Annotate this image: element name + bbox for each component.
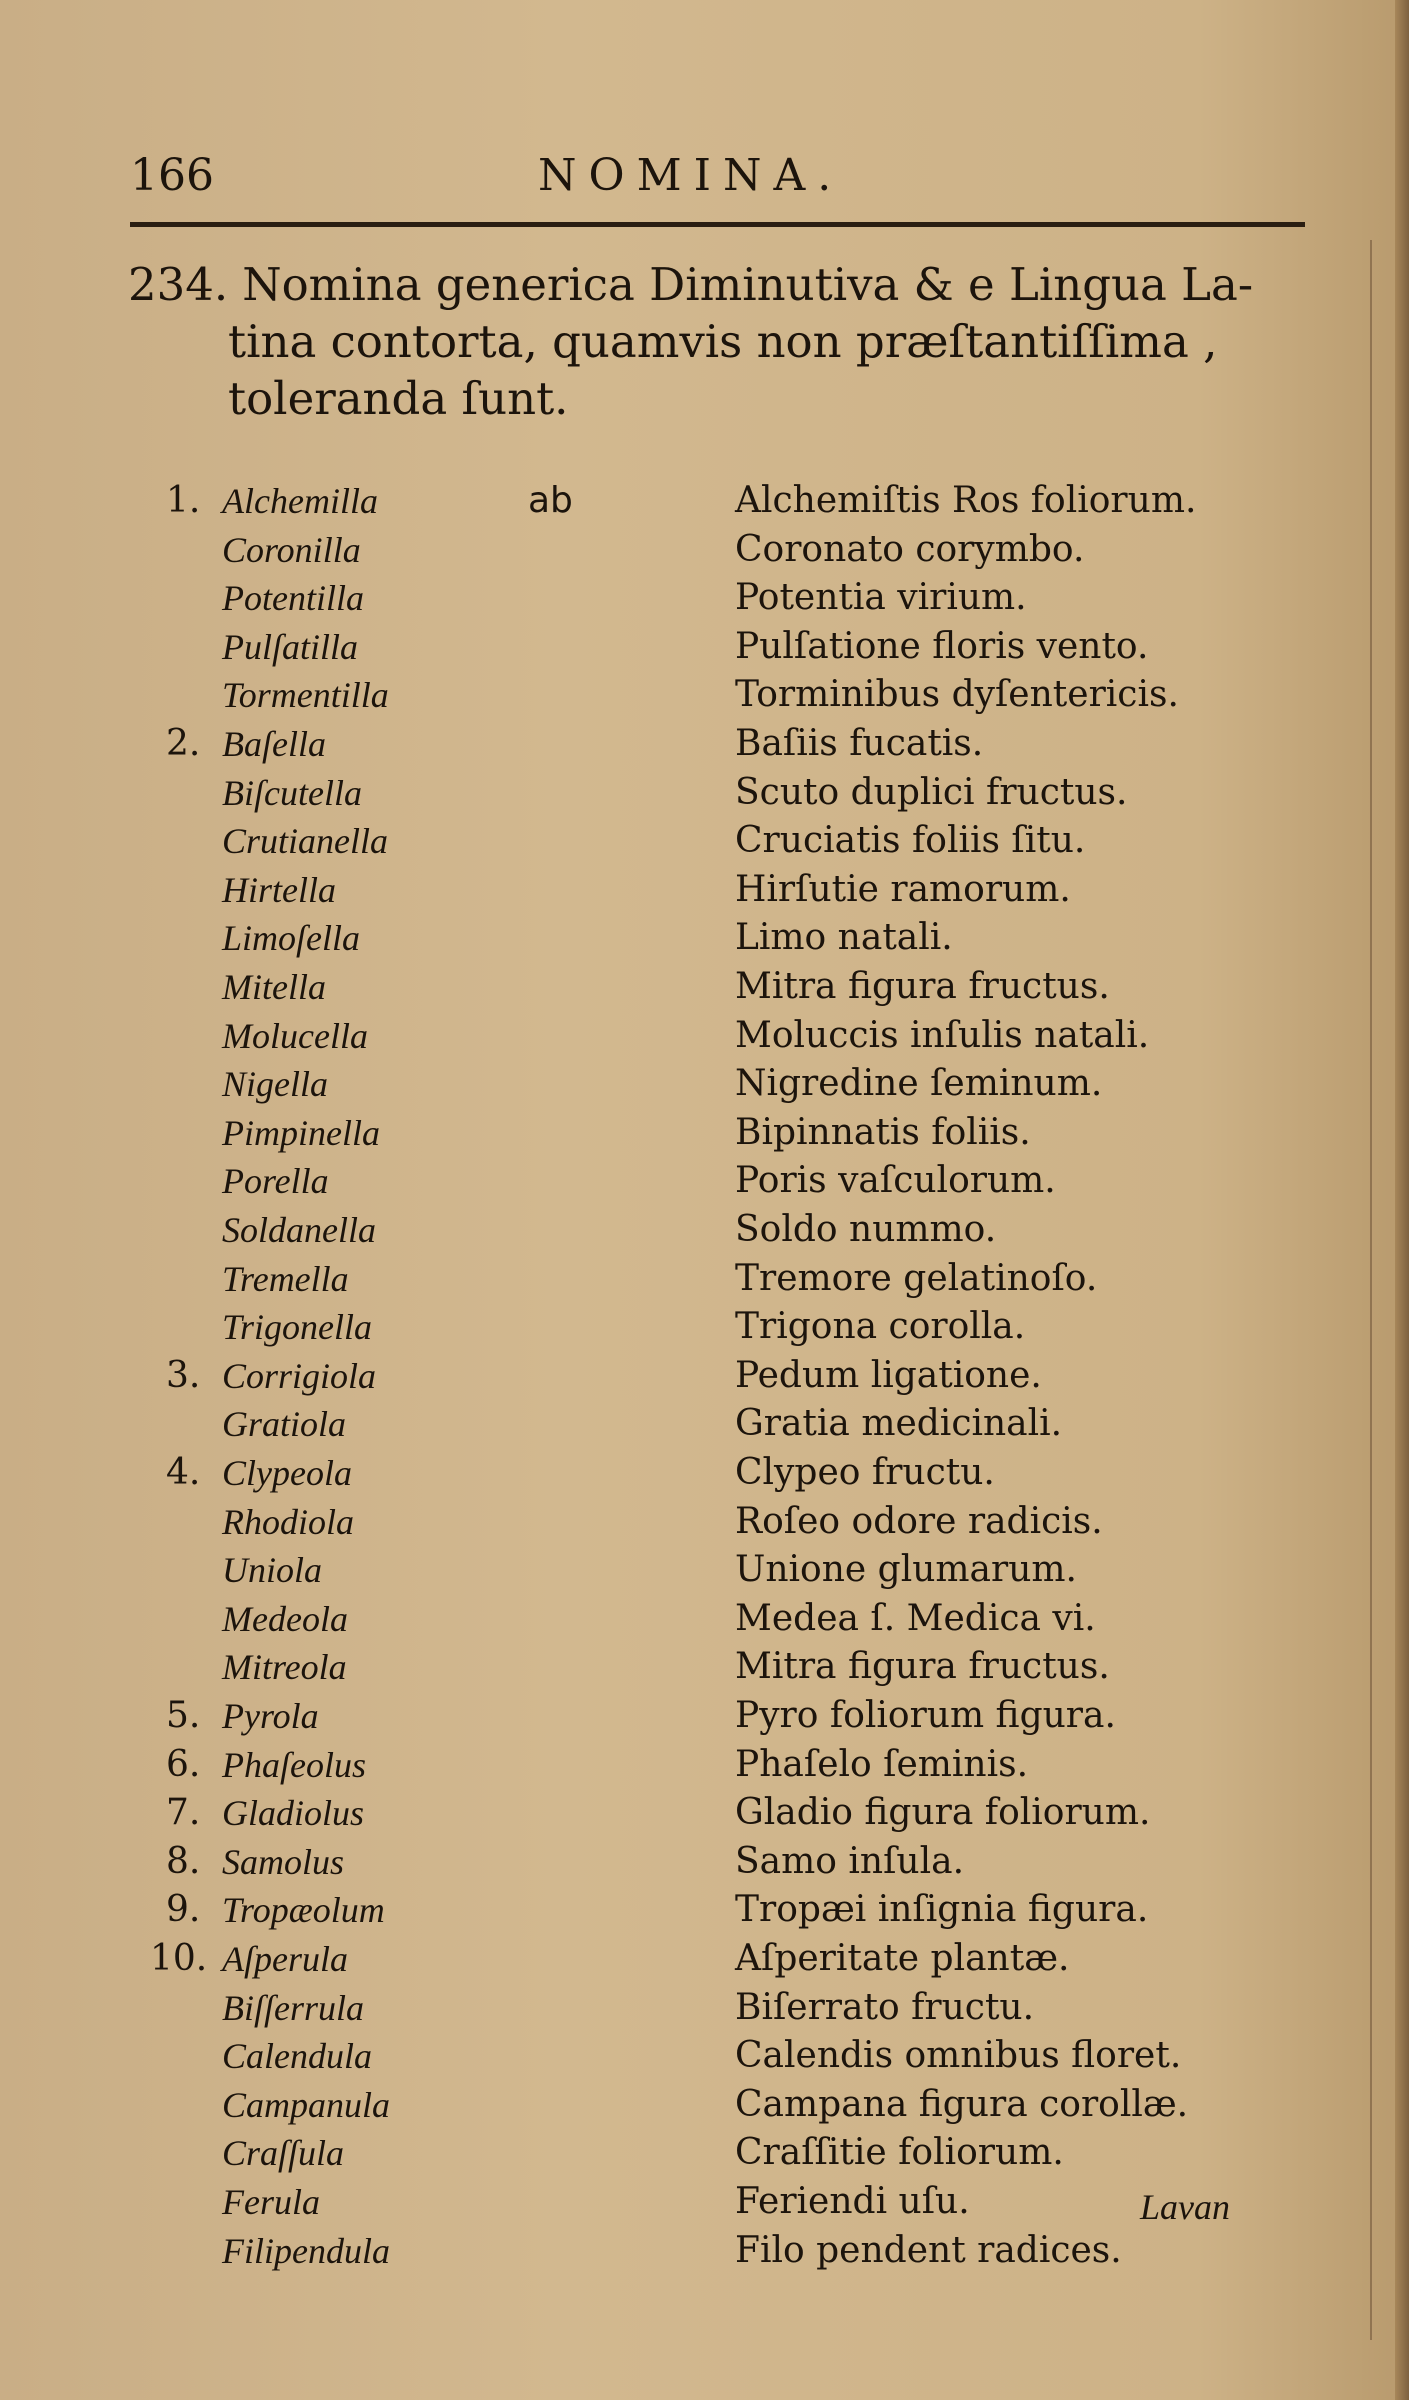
genus-name: Rhodiola (222, 1501, 354, 1542)
derivation-text: Medea ſ. Medica vi. (735, 1597, 1096, 1639)
paragraph-text: Nomina generica Diminutiva & e Lingua La- (242, 258, 1254, 311)
derivation-text: Aſperitate plantæ. (735, 1938, 1070, 1979)
derivation-text: Mitra figura fructus. (735, 1646, 1110, 1688)
derivation-text: Potentia virium. (735, 577, 1027, 619)
genus-name: Medeola (222, 1598, 348, 1639)
derivation-text: Samo inſula. (735, 1840, 965, 1882)
genus-name: Filipendula (222, 2230, 390, 2271)
genus-name: Aſperula (222, 1939, 348, 1979)
derivation-text: Nigredine ſeminum. (735, 1063, 1103, 1105)
derivation-text: Scuto duplici fructus. (735, 771, 1128, 813)
derivation-text: Tremore gelatinoſo. (735, 1257, 1098, 1299)
list-item (0, 1063, 1409, 1111)
genus-name: Samolus (222, 1841, 345, 1882)
derivation-text: Limo natali. (735, 917, 953, 959)
page-number: 166 (130, 150, 214, 201)
derivation-text: Pulſatione floris vento. (735, 625, 1149, 667)
genus-name: Gladiolus (222, 1793, 365, 1834)
group-number: 2. (166, 723, 201, 764)
genus-name: Limoſella (222, 918, 361, 959)
catchword: Lavan (1140, 2187, 1230, 2227)
derivation-text: Mitra figura fructus. (735, 966, 1110, 1007)
genus-name: Campanula (222, 2084, 391, 2125)
list-item (0, 917, 1409, 965)
derivation-text: Unione glumarum. (735, 1549, 1077, 1591)
list-item (0, 1160, 1409, 1208)
genus-name: Pyrola (222, 1696, 319, 1736)
genus-name: Coronilla (222, 529, 361, 570)
derivation-text: Hirſutie ramorum. (735, 868, 1071, 910)
list-item (0, 1015, 1409, 1063)
genus-name: Baſella (222, 724, 326, 764)
derivation-text: Pyro foliorum figura. (735, 1695, 1116, 1736)
list-item (0, 1258, 1409, 1306)
list-item (0, 1112, 1409, 1160)
group-number: 10. (150, 1938, 208, 1979)
list-item (0, 820, 1409, 868)
derivation-text: Alchemiſtis Ros foliorum. (735, 480, 1197, 521)
derivation-text: Baſiis fucatis. (735, 723, 984, 764)
list-item (0, 2132, 1409, 2180)
derivation-text: Biſerrato fructu. (735, 1986, 1035, 2028)
genus-name: Corrigiola (222, 1355, 377, 1396)
genus-name: Mitreola (222, 1647, 347, 1688)
genus-name: Crutianella (222, 821, 389, 862)
genus-name: Phaſeolus (222, 1744, 366, 1785)
list-item (0, 723, 1409, 771)
group-number: 3. (166, 1354, 201, 1396)
derivation-text: Torminibus dyſentericis. (735, 674, 1179, 716)
list-item (0, 1501, 1409, 1549)
derivation-text: Pedum ligatione. (735, 1354, 1042, 1396)
genus-name: Pulſatilla (222, 626, 359, 667)
list-item (0, 1209, 1409, 1257)
derivation-text: Calendis omnibus floret. (735, 2035, 1182, 2077)
derivation-text: Campana figura corollæ. (735, 2083, 1189, 2125)
derivation-text: Bipinnatis foliis. (735, 1111, 1031, 1153)
group-number: 5. (166, 1695, 201, 1736)
derivation-text: Filo pendent radices. (735, 2229, 1122, 2271)
list-item (0, 966, 1409, 1014)
genus-name: Porella (222, 1161, 329, 1202)
list-item (0, 1355, 1409, 1403)
list-item (0, 529, 1409, 577)
genus-name: Gratiola (222, 1404, 347, 1445)
group-number: 9. (166, 1889, 201, 1931)
group-number: 4. (166, 1452, 201, 1493)
derivation-text: Coronato corymbo. (735, 528, 1085, 570)
genus-name: Hirtella (222, 869, 336, 910)
genus-name: Soldanella (222, 1210, 376, 1250)
genus-name: Clypeola (222, 1453, 352, 1493)
genus-name: Alchemilla (222, 481, 378, 521)
genus-name: Uniola (222, 1550, 323, 1591)
genus-name: Biſſerrula (222, 1987, 364, 2028)
list-item (0, 1695, 1409, 1743)
list-item (0, 480, 1409, 528)
list-item (0, 1889, 1409, 1937)
genus-name: Potentilla (222, 578, 364, 619)
list-item (0, 1452, 1409, 1500)
group-number: 7. (166, 1792, 201, 1834)
derivation-text: Cruciatis foliis ſitu. (735, 820, 1086, 862)
list-item (0, 869, 1409, 917)
derivation-text: Gratia medicinali. (735, 1403, 1063, 1445)
derivation-text: Trigona corolla. (735, 1306, 1026, 1348)
list-item (0, 2230, 1409, 2278)
list-item (0, 1646, 1409, 1694)
genus-name: Biſcutella (222, 772, 362, 813)
genus-name: Tremella (222, 1258, 349, 1299)
list-item (0, 1841, 1409, 1889)
derivation-text: Gladio figura foliorum. (735, 1792, 1151, 1834)
derivation-text: Feriendi uſu. (735, 2181, 970, 2222)
genus-name: Tropæolum (222, 1890, 385, 1931)
genus-name: Craſſula (222, 2133, 345, 2174)
derivation-text: Poris vaſculorum. (735, 1160, 1056, 1202)
genus-name: Ferula (222, 2182, 320, 2222)
derivation-text: Clypeo fructu. (735, 1452, 995, 1493)
derivation-text: Phaſelo ſeminis. (735, 1743, 1029, 1785)
list-item (0, 674, 1409, 722)
list-item (0, 1598, 1409, 1646)
derivation-text: Soldo nummo. (735, 1209, 997, 1250)
paragraph-number: 234. (128, 258, 229, 311)
genus-name: Nigella (222, 1064, 328, 1105)
genus-name: Trigonella (222, 1307, 373, 1348)
list-item (0, 1306, 1409, 1354)
genus-name: Calendula (222, 2036, 372, 2077)
derivation-text: Craſſitie foliorum. (735, 2132, 1064, 2174)
list-item (0, 1744, 1409, 1792)
list-item (0, 626, 1409, 674)
paragraph-line: tina contorta, quamvis non præſtantiſſima , (228, 315, 1218, 368)
list-item (0, 2035, 1409, 2083)
genus-name: Tormentilla (222, 675, 389, 716)
list-item (0, 1987, 1409, 2035)
list-item (0, 1403, 1409, 1451)
derivation-text: Moluccis inſulis natali. (735, 1014, 1150, 1056)
list-item (0, 1792, 1409, 1840)
running-head: NOMINA. (538, 150, 844, 201)
group-number: 1. (166, 480, 201, 521)
genus-name: Mitella (222, 967, 326, 1007)
genus-name: Pimpinella (222, 1112, 380, 1153)
derivation-text: Roſeo odore radicis. (735, 1500, 1103, 1542)
list-item (0, 2084, 1409, 2132)
list-item (0, 1938, 1409, 1986)
derivation-text: Tropæi inſignia figura. (735, 1889, 1149, 1931)
genus-name: Molucella (222, 1015, 368, 1056)
list-item (0, 1549, 1409, 1597)
group-number: 6. (166, 1743, 201, 1785)
list-item (0, 577, 1409, 625)
group-number: 8. (166, 1840, 201, 1882)
paragraph-line: toleranda ſunt. (228, 372, 569, 425)
ab-label: ab (528, 480, 573, 521)
list-item (0, 772, 1409, 820)
